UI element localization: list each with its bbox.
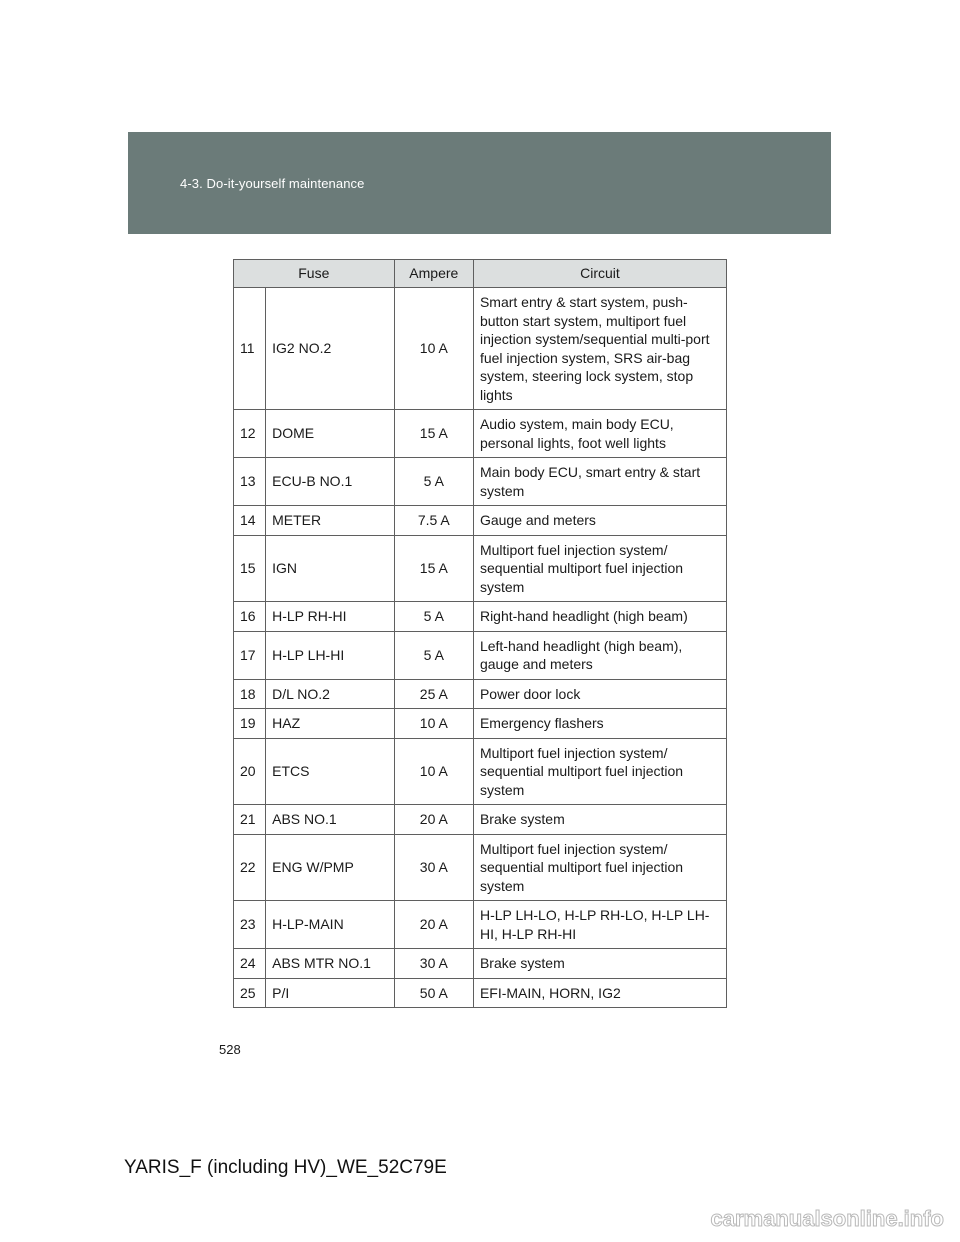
fuse-name-cell: IGN <box>266 535 395 602</box>
fuse-name-cell: H-LP LH-HI <box>266 631 395 679</box>
table-row <box>234 410 727 458</box>
fuse-name-cell: DOME <box>266 410 395 458</box>
fuse-name-cell: D/L NO.2 <box>266 679 395 709</box>
table-body <box>234 288 727 1008</box>
circuit-cell: Brake system <box>473 949 726 979</box>
fuse-number-cell: 19 <box>234 709 266 739</box>
fuse-name-cell: H-LP-MAIN <box>266 901 395 949</box>
fuse-number-cell: 22 <box>234 834 266 901</box>
circuit-cell: Main body ECU, smart entry & start system <box>473 458 726 506</box>
page-number: 528 <box>219 1042 241 1057</box>
fuse-name-cell: H-LP RH-HI <box>266 602 395 632</box>
table-row <box>234 834 727 901</box>
ampere-cell: 30 A <box>394 949 473 979</box>
fuse-name-cell: P/I <box>266 978 395 1008</box>
fuse-name-cell: HAZ <box>266 709 395 739</box>
ampere-cell: 5 A <box>394 631 473 679</box>
fuse-name-cell: ABS MTR NO.1 <box>266 949 395 979</box>
fuse-number-cell: 16 <box>234 602 266 632</box>
fuse-table <box>233 259 727 1008</box>
section-title: 4-3. Do-it-yourself maintenance <box>180 176 365 191</box>
ampere-cell: 10 A <box>394 709 473 739</box>
table-row <box>234 949 727 979</box>
ampere-cell: 15 A <box>394 410 473 458</box>
fuse-number-cell: 18 <box>234 679 266 709</box>
fuse-number-cell: 25 <box>234 978 266 1008</box>
table-row <box>234 978 727 1008</box>
table-row <box>234 709 727 739</box>
fuse-number-cell: 11 <box>234 288 266 410</box>
circuit-cell: EFI-MAIN, HORN, IG2 <box>473 978 726 1008</box>
watermark-logo <box>646 1203 946 1233</box>
circuit-cell: Left-hand headlight (high beam), gauge and meters <box>473 631 726 679</box>
fuse-number-cell: 20 <box>234 738 266 805</box>
ampere-cell: 25 A <box>394 679 473 709</box>
fuse-name-cell: METER <box>266 506 395 536</box>
fuse-name-cell: ABS NO.1 <box>266 805 395 835</box>
table-row <box>234 679 727 709</box>
circuit-cell: Power door lock <box>473 679 726 709</box>
circuit-cell: Multiport fuel injection system/ sequential multiport fuel injection system <box>473 738 726 805</box>
circuit-cell: Multiport fuel injection system/ sequential multiport fuel injection system <box>473 834 726 901</box>
circuit-cell: Right-hand headlight (high beam) <box>473 602 726 632</box>
fuse-name-cell: ETCS <box>266 738 395 805</box>
ampere-cell: 10 A <box>394 738 473 805</box>
table-row <box>234 901 727 949</box>
fuse-number-cell: 13 <box>234 458 266 506</box>
fuse-name-cell: ENG W/PMP <box>266 834 395 901</box>
circuit-cell: H-LP LH-LO, H-LP RH-LO, H-LP LH-HI, H-LP RH-HI <box>473 901 726 949</box>
circuit-cell: Audio system, main body ECU, personal lights, foot well lights <box>473 410 726 458</box>
ampere-cell: 20 A <box>394 901 473 949</box>
fuse-number-cell: 17 <box>234 631 266 679</box>
table-row <box>234 288 727 410</box>
table-row <box>234 535 727 602</box>
table-row <box>234 458 727 506</box>
fuse-number-cell: 15 <box>234 535 266 602</box>
ampere-cell: 10 A <box>394 288 473 410</box>
column-header-fuse: Fuse <box>234 260 395 288</box>
table-row <box>234 602 727 632</box>
ampere-cell: 7.5 A <box>394 506 473 536</box>
column-header-ampere: Ampere <box>394 260 473 288</box>
circuit-cell: Multiport fuel injection system/ sequential multiport fuel injection system <box>473 535 726 602</box>
table-row <box>234 631 727 679</box>
fuse-number-cell: 24 <box>234 949 266 979</box>
circuit-cell: Gauge and meters <box>473 506 726 536</box>
watermark-text: carmanualsonline.info <box>710 1206 944 1231</box>
fuse-name-cell: ECU-B NO.1 <box>266 458 395 506</box>
ampere-cell: 5 A <box>394 602 473 632</box>
ampere-cell: 5 A <box>394 458 473 506</box>
table-row <box>234 805 727 835</box>
ampere-cell: 50 A <box>394 978 473 1008</box>
fuse-number-cell: 23 <box>234 901 266 949</box>
column-header-circuit: Circuit <box>473 260 726 288</box>
fuse-number-cell: 21 <box>234 805 266 835</box>
table-header-row <box>234 260 727 288</box>
ampere-cell: 15 A <box>394 535 473 602</box>
table-row <box>234 506 727 536</box>
ampere-cell: 20 A <box>394 805 473 835</box>
document-id: YARIS_F (including HV)_WE_52C79E <box>124 1157 447 1178</box>
circuit-cell: Smart entry & start system, push-button start system, multiport fuel injection system/sequential multi-port fuel injection system, SRS air-bag system, steering lock system, stop lights <box>473 288 726 410</box>
circuit-cell: Brake system <box>473 805 726 835</box>
fuse-name-cell: IG2 NO.2 <box>266 288 395 410</box>
fuse-number-cell: 14 <box>234 506 266 536</box>
fuse-number-cell: 12 <box>234 410 266 458</box>
circuit-cell: Emergency flashers <box>473 709 726 739</box>
table-row <box>234 738 727 805</box>
ampere-cell: 30 A <box>394 834 473 901</box>
